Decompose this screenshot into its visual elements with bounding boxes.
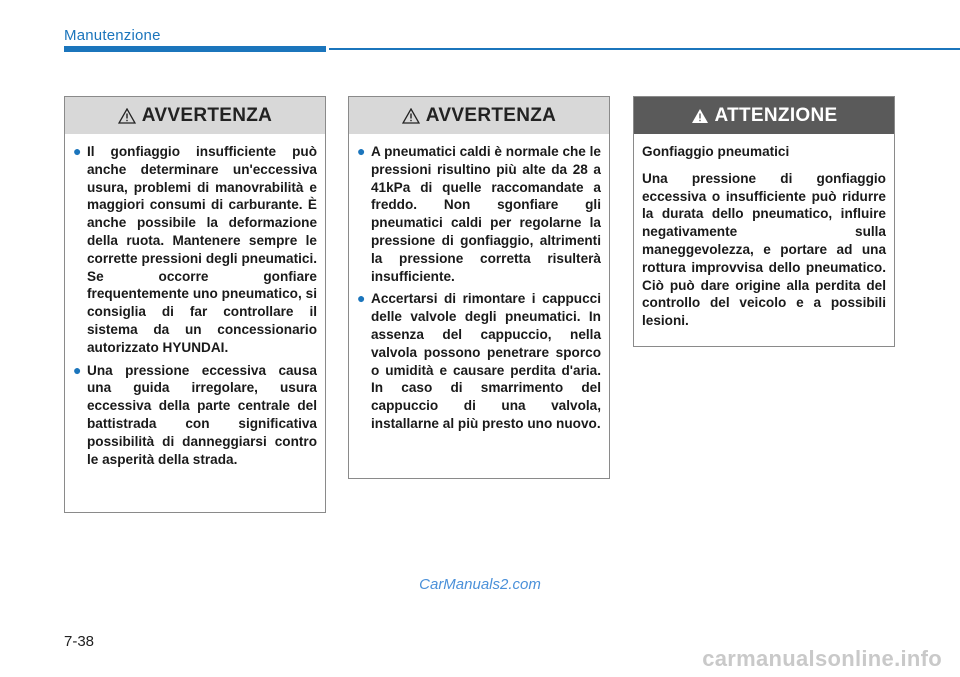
bullet-icon: ●	[73, 143, 82, 159]
page-number: 7-38	[64, 633, 95, 650]
caution-box-header	[634, 97, 894, 134]
list-item	[73, 362, 317, 469]
bullet-icon: ●	[73, 361, 82, 378]
warning-box-header	[65, 97, 325, 134]
list-item	[73, 143, 317, 357]
header-rule-thick	[64, 46, 326, 52]
bullet-icon: ●	[357, 143, 366, 159]
list-item-text: Il gonfiaggio insufficiente può anche determinare un'eccessiva usura, problemi di manovrabilità e maggiori consumi di carburante. È anche possibile la deformazione della ruota. Mantenere sempre le corrette pressioni degli pneumatici. Se occorre gonfiare frequentemente uno pneumatico, si consiglia di far controllare il sistema da un concessionario autorizzato HYUNDAI.	[87, 144, 317, 355]
caution-paragraph: Una pressione di gonfiaggio eccessiva o insufficiente può ridurre la durata dello pneumatico, influire negativamente sulla maneggevolezza, e portare ad una rottura improvvisa dello pneumatico. Ciò può dare origine alla perdita del controllo del veicolo e a possibili lesioni.	[642, 170, 886, 329]
watermark-link[interactable]: CarManuals2.com	[419, 576, 541, 593]
list-item-text: A pneumatici caldi è normale che le pressioni risultino più alte da 28 a 41kPa di quelle raccomandate a freddo. Non sgonfiare gli pneumatici caldi per regolarne la pressione di gonfiaggio, altrimenti la pressione corretta risulterà insufficiente.	[371, 144, 601, 284]
list-item-text: Una pressione eccessiva causa una guida irregolare, usura eccessiva della parte centrale del battistrada con significativa possibilità di danneggiarsi contro le asperità della strada.	[87, 362, 317, 467]
warning-triangle-icon	[118, 108, 136, 124]
warning-triangle-icon	[691, 108, 709, 124]
list-item-text: Accertarsi di rimontare i cappucci delle valvole degli pneumatici. In assenza del cappuccio, nella valvola possono penetrare sporco o umidità e causare perdita d'aria. In caso di smarrimento del cappuccio di una valvola, installarne al più presto uno nuovo.	[371, 291, 601, 431]
bullet-icon: ●	[357, 290, 366, 307]
footer-watermark: carmanualsonline.info	[702, 646, 942, 671]
list-item	[357, 143, 601, 285]
section-title: Manutenzione	[64, 27, 161, 44]
warning-box-2	[348, 96, 610, 479]
list-item	[357, 290, 601, 432]
warning-box-1	[64, 96, 326, 513]
header-rule-thin	[329, 48, 960, 50]
caution-box	[633, 96, 895, 347]
warning-box-header	[349, 97, 609, 134]
warning-triangle-icon	[402, 108, 420, 124]
caution-heading: Gonfiaggio pneumatici	[642, 144, 790, 159]
warning-box-title: AVVERTENZA	[425, 104, 557, 126]
warning-box-title: AVVERTENZA	[141, 104, 273, 126]
caution-box-title: ATTENZIONE	[714, 104, 838, 126]
